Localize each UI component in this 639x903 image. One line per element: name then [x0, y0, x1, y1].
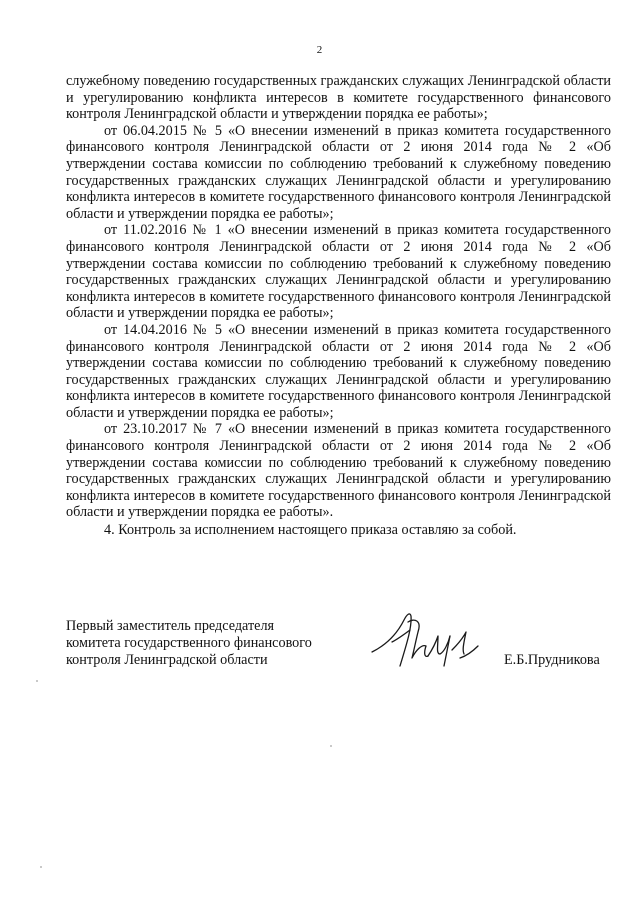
document-body — [66, 73, 611, 539]
paragraph-control-clause: 4. Контроль за исполнением настоящего приказа оставляю за собой. — [104, 522, 517, 539]
handwritten-signature — [366, 606, 486, 676]
paragraph-amendment-2016-feb: от 11.02.2016 № 1 «О внесении изменений в приказ комитета государственного финансового контроля Ленинградской области от 2 июня 2014 года № 2 «Об утверждении состава комиссии по соблюдению требований к служебному поведению государственных гражданских служащих Ленинградской области и урегулированию конфликта интересов в комитете государственного финансового контроля Ленинградской области и утверждении порядка ее работы»; — [66, 222, 611, 322]
paragraph-continuation: служебному поведению государственных гражданских служащих Ленинградской области и урегулированию конфликта интересов в комитете государственного финансового контроля Ленинградской области и утверждении порядка ее работы»; — [66, 73, 611, 123]
scan-speck — [330, 745, 332, 747]
scan-speck — [40, 866, 42, 868]
scan-speck — [36, 680, 38, 682]
paragraph-amendment-2016-apr: от 14.04.2016 № 5 «О внесении изменений в приказ комитета государственного финансового контроля Ленинградской области от 2 июня 2014 года № 2 «Об утверждении состава комиссии по соблюдению требований к служебному поведению государственных гражданских служащих Ленинградской области и урегулированию конфликта интересов в комитете государственного финансового контроля Ленинградской области и утверждении порядка ее работы»; — [66, 321, 611, 421]
signatory-title-line: Первый заместитель председателя — [66, 618, 275, 634]
signatory-title-line: комитета государственного финансового — [66, 634, 312, 651]
signatory-title — [66, 618, 312, 668]
paragraph-amendment-2015: от 06.04.2015 № 5 «О внесении изменений в приказ комитета государственного финансового контроля Ленинградской области от 2 июня 2014 года № 2 «Об утверждении состава комиссии по соблюдению требований к служебному поведению государственных гражданских служащих Ленинградской области и урегулированию конфликта интересов в комитете государственного финансового контроля Ленинградской области и утверждении порядка ее работы»; — [66, 122, 611, 222]
paragraph-amendment-2017: от 23.10.2017 № 7 «О внесении изменений в приказ комитета государственного финансового контроля Ленинградской области от 2 июня 2014 года № 2 «Об утверждении состава комиссии по соблюдению требований к служебному поведению государственных гражданских служащих Ленинградской области и урегулированию конфликта интересов в комитете государственного финансового контроля Ленинградской области и утверждении порядка ее работы». — [66, 421, 611, 521]
page-number: 2 — [316, 44, 323, 56]
signatory-title-line: контроля Ленинградской области — [66, 651, 268, 668]
signatory-name: Е.Б.Прудникова — [504, 652, 600, 668]
